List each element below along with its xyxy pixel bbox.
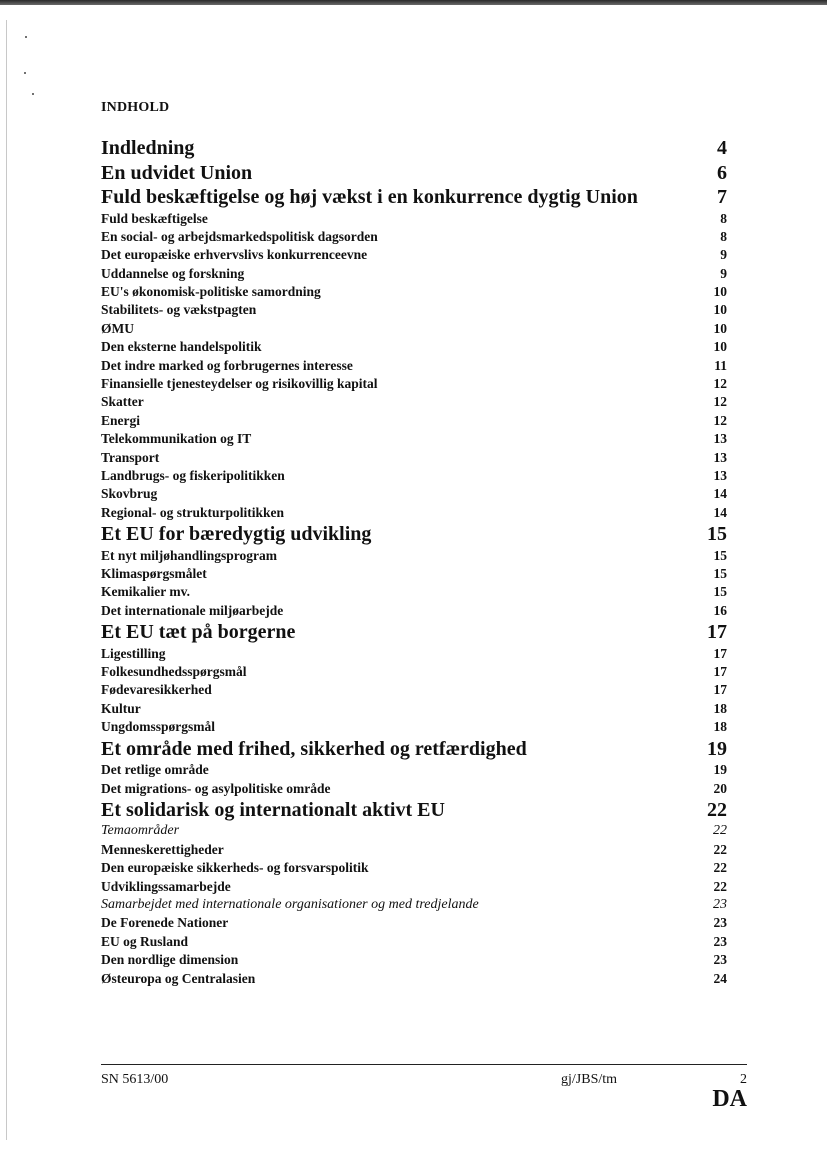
toc-page-number: 8	[720, 210, 727, 226]
toc-entry	[101, 700, 727, 718]
toc-title: En social- og arbejdsmarkedspolitisk dagsorden	[101, 228, 378, 244]
toc-title: Den nordlige dimension	[101, 952, 239, 968]
toc-entry	[101, 896, 727, 914]
toc-title: Den eksterne handelspolitik	[101, 339, 262, 355]
toc-page-number: 10	[713, 284, 727, 300]
toc-page-number: 11	[714, 357, 727, 373]
toc-title: Stabilitets- og vækstpagten	[101, 302, 257, 318]
toc-title: Uddannelse og forskning	[101, 265, 245, 281]
toc-page-number: 13	[713, 449, 727, 465]
toc-entry	[101, 681, 727, 699]
scan-top-edge	[0, 0, 827, 5]
toc-page-number: 22	[713, 878, 727, 894]
toc-title: Regional- og strukturpolitikken	[101, 504, 285, 520]
toc-page-number: 12	[713, 376, 727, 392]
toc-section	[101, 620, 727, 645]
footer-doc-number: SN 5613/00	[101, 1072, 169, 1087]
toc-page-number: 14	[713, 486, 727, 502]
toc-entry	[101, 547, 727, 565]
toc-title: Et EU for bæredygtig udvikling	[101, 523, 372, 546]
toc-entry	[101, 602, 727, 620]
table-of-contents	[101, 136, 727, 988]
toc-section	[101, 185, 727, 210]
toc-page-number: 6	[717, 161, 727, 184]
toc-entry	[101, 565, 727, 583]
toc-page-number: 17	[713, 645, 727, 661]
toc-title: Kultur	[101, 700, 141, 716]
toc-page-number: 9	[720, 265, 727, 281]
toc-page-number: 4	[717, 137, 727, 159]
toc-title: Udviklingssamarbejde	[101, 878, 231, 894]
toc-page-number: 23	[713, 897, 727, 912]
toc-title: Østeuropa og Centralasien	[101, 970, 256, 986]
toc-page-number: 15	[713, 547, 727, 563]
toc-page-number: 18	[713, 700, 727, 716]
toc-title: Klimaspørgsmålet	[101, 566, 207, 582]
toc-title: Transport	[101, 449, 160, 465]
toc-entry	[101, 878, 727, 896]
toc-title: Det internationale miljøarbejde	[101, 602, 284, 618]
toc-title: Ligestilling	[101, 645, 166, 661]
toc-title: Den europæiske sikkerheds- og forsvarspolitik	[101, 860, 369, 876]
toc-entry	[101, 951, 727, 969]
toc-page-number: 13	[713, 431, 727, 447]
scan-speck	[32, 93, 34, 95]
toc-title: Et solidarisk og internationalt aktivt EU	[101, 798, 445, 821]
toc-page-number: 22	[707, 798, 727, 821]
toc-title: Temaområder	[101, 823, 180, 839]
toc-page-number: 12	[713, 412, 727, 428]
toc-entry	[101, 375, 727, 393]
toc-entry	[101, 841, 727, 859]
toc-page-number: 23	[713, 952, 727, 968]
toc-entry	[101, 859, 727, 877]
toc-page-number: 14	[713, 504, 727, 520]
toc-page-number: 13	[713, 467, 727, 483]
footer-initials: gj/JBS/tm	[561, 1072, 618, 1087]
toc-page-number: 17	[713, 664, 727, 680]
toc-title: Telekommunikation og IT	[101, 431, 252, 447]
toc-entry	[101, 357, 727, 375]
toc-page-number: 17	[713, 682, 727, 698]
toc-entry	[101, 718, 727, 736]
toc-entry	[101, 393, 727, 411]
footer-language: DA	[712, 1086, 747, 1112]
toc-entry	[101, 504, 727, 522]
toc-entry	[101, 210, 727, 228]
toc-page-number: 24	[713, 970, 727, 986]
toc-section	[101, 161, 727, 186]
toc-title: Det europæiske erhvervslivs konkurrenceevne	[101, 247, 368, 263]
scan-left-edge	[6, 20, 7, 1140]
toc-entry	[101, 645, 727, 663]
toc-page-number: 19	[713, 762, 727, 778]
toc-entry	[101, 265, 727, 283]
toc-entry	[101, 933, 727, 951]
toc-page-number: 16	[713, 602, 727, 618]
toc-page-number: 10	[713, 302, 727, 318]
toc-title: Skatter	[101, 394, 144, 410]
toc-title: EU og Rusland	[101, 933, 189, 949]
toc-entry	[101, 228, 727, 246]
toc-page-number: 22	[713, 823, 727, 839]
toc-entry	[101, 780, 727, 798]
toc-page-number: 20	[713, 780, 727, 796]
toc-entry	[101, 430, 727, 448]
toc-title: Et nyt miljøhandlingsprogram	[101, 547, 278, 563]
toc-title: Folkesundhedsspørgsmål	[101, 664, 247, 680]
toc-title: Det indre marked og forbrugernes interesse	[101, 357, 353, 373]
toc-page-number: 18	[713, 719, 727, 735]
toc-title: Det migrations- og asylpolitiske område	[101, 780, 331, 796]
toc-page-number: 19	[707, 737, 727, 760]
toc-entry	[101, 822, 727, 840]
scan-speck	[25, 36, 27, 38]
toc-title: Ungdomsspørgsmål	[101, 719, 216, 735]
toc-section	[101, 522, 727, 547]
toc-page-number: 15	[713, 584, 727, 600]
toc-title: Menneskerettigheder	[101, 841, 224, 857]
footer-rule	[101, 1064, 747, 1065]
toc-entry	[101, 914, 727, 932]
toc-page-number: 10	[713, 339, 727, 355]
toc-title: Fuld beskæftigelse og høj vækst i en konkurrence dygtig Union	[101, 186, 638, 208]
toc-entry	[101, 449, 727, 467]
toc-entry	[101, 663, 727, 681]
toc-title: Landbrugs- og fiskeripolitikken	[101, 467, 285, 483]
toc-title: Fuld beskæftigelse	[101, 210, 208, 226]
toc-page-number: 23	[713, 933, 727, 949]
toc-section	[101, 798, 727, 823]
toc-entry	[101, 283, 727, 301]
toc-entry	[101, 246, 727, 264]
toc-page-number: 9	[720, 247, 727, 263]
toc-title: EU's økonomisk-politiske samordning	[101, 284, 321, 300]
toc-page-number: 10	[713, 320, 727, 336]
toc-title: Det retlige område	[101, 762, 209, 778]
toc-title: Kemikalier mv.	[101, 584, 190, 600]
toc-page-number: 23	[713, 915, 727, 931]
toc-page-number: 22	[713, 841, 727, 857]
toc-entry	[101, 761, 727, 779]
contents-heading: INDHOLD	[101, 100, 170, 115]
toc-page-number: 8	[720, 228, 727, 244]
toc-title: De Forenede Nationer	[101, 915, 229, 931]
toc-entry	[101, 583, 727, 601]
toc-entry	[101, 467, 727, 485]
toc-page-number: 17	[707, 621, 727, 644]
footer-page-number: 2	[740, 1072, 747, 1087]
toc-title: Fødevaresikkerhed	[101, 682, 212, 698]
toc-page-number: 7	[717, 186, 727, 208]
toc-section	[101, 737, 727, 762]
toc-page-number: 12	[713, 394, 727, 410]
toc-entry	[101, 301, 727, 319]
toc-title: Indledning	[101, 137, 195, 159]
toc-title: Energi	[101, 412, 140, 428]
toc-entry	[101, 320, 727, 338]
scan-speck	[24, 72, 26, 74]
toc-title: En udvidet Union	[101, 161, 253, 184]
toc-page-number: 15	[707, 523, 727, 546]
toc-title: ØMU	[101, 320, 134, 336]
toc-entry	[101, 412, 727, 430]
toc-page-number: 22	[713, 860, 727, 876]
toc-page-number: 15	[713, 566, 727, 582]
toc-entry	[101, 970, 727, 988]
toc-entry	[101, 485, 727, 503]
toc-title: Et område med frihed, sikkerhed og retfærdighed	[101, 737, 527, 760]
toc-title: Samarbejdet med internationale organisationer og med tredjelande	[101, 897, 479, 912]
toc-entry	[101, 338, 727, 356]
toc-title: Finansielle tjenesteydelser og risikovillig kapital	[101, 376, 378, 392]
toc-section	[101, 136, 727, 161]
toc-title: Skovbrug	[101, 486, 158, 502]
toc-title: Et EU tæt på borgerne	[101, 621, 296, 644]
